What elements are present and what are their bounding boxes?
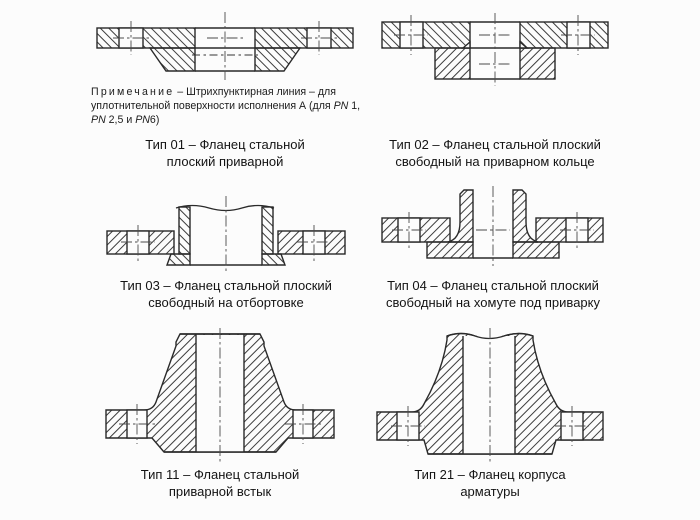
figure-caption-type-03: Тип 03 – Фланец стальной плоский свободный на отбортовке — [120, 278, 332, 310]
drawing-type-02-loose-flange-on-ring — [376, 10, 616, 90]
figure-caption-type-04: Тип 04 – Фланец стальной плоский свободный на хомуте под приварку — [386, 278, 600, 310]
note-text: Примечание – Штрихпунктирная линия – для уплотнительной поверхности исполнения А (для PN 1, PN 2,5 и PN6) — [91, 86, 361, 126]
note-label: Примечание — [91, 86, 175, 98]
figure-caption-type-21: Тип 21 – Фланец корпуса арматуры — [414, 467, 566, 499]
bore-edges — [470, 22, 520, 79]
centerlines — [119, 328, 321, 462]
figure-caption-type-11: Тип 11 – Фланец стальной приварной встык — [140, 467, 300, 499]
drawing-type-01-flat-welded-flange — [93, 8, 357, 86]
drawing-type-04-loose-flange-on-collar — [376, 184, 612, 268]
drawing-type-21-valve-body-flange — [370, 326, 612, 466]
figure-caption-type-02: Тип 02 – Фланец стальной плоский свободный на приварном кольце — [389, 137, 601, 169]
figure-caption-type-01: Тип 01 – Фланец стальной плоский приварной — [145, 137, 305, 169]
drawing-type-11-weld-neck-flange — [100, 326, 340, 464]
drawing-type-03-loose-flange-on-flared-pipe — [102, 194, 352, 272]
